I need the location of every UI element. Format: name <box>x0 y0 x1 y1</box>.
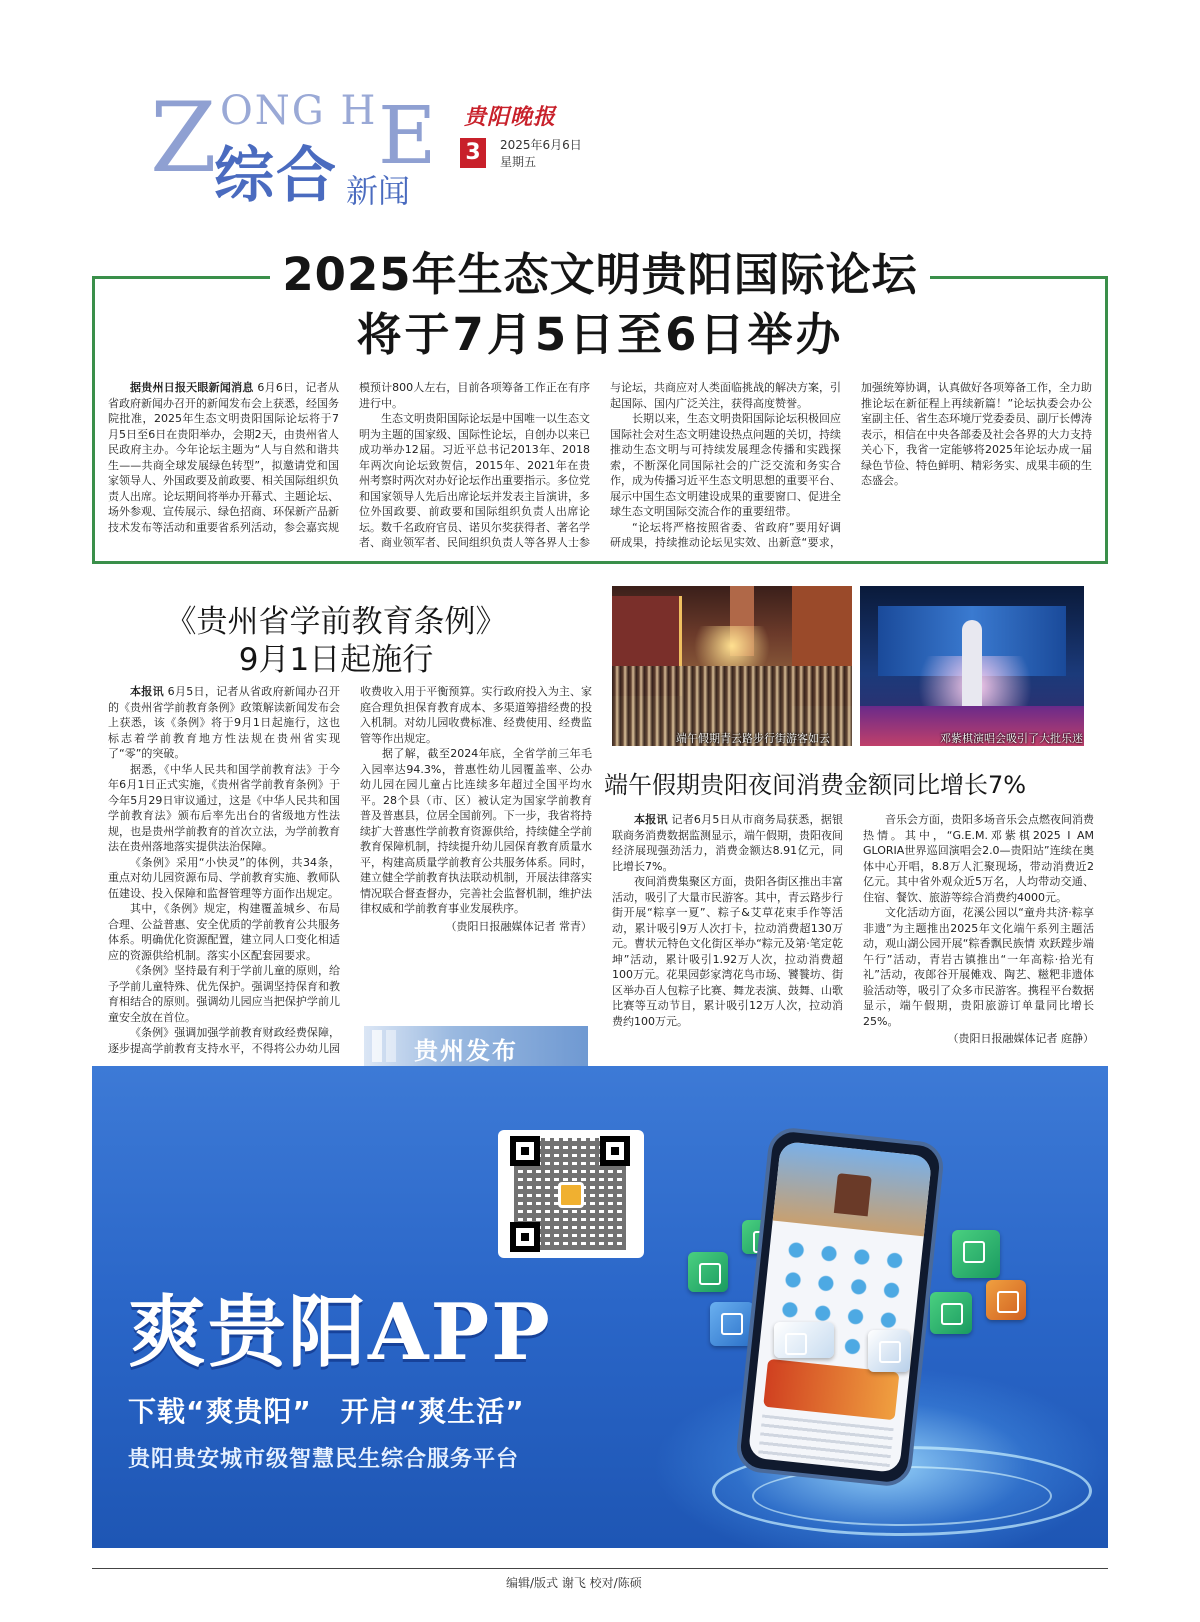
guizhou-release-banner <box>364 1026 588 1066</box>
lead-article-body <box>108 380 1092 556</box>
education-credit: （贵阳日报融媒体记者 常青） <box>445 919 592 933</box>
footer-rule <box>92 1568 1108 1569</box>
issue-weekday: 星期五 <box>500 155 537 169</box>
app-name: 爽贵阳APP <box>128 1287 552 1378</box>
home-icon <box>868 1330 910 1372</box>
qr-logo-icon <box>558 1182 584 1208</box>
phone-pavilion <box>834 1173 872 1216</box>
lead-paragraph: “论坛将严格按照省委、省政府”要用好调研成果，持续推动论坛见实效、出新意“要求，加强统筹协调，认真做好各项筹备工作，全力助推论坛在新征程上再续新篇！”论坛执委会办公室副主任、省生态环境厅党委委员、副厅长傅涛表示，相信在中央各部委及社会各界的大力支持关心下，我省一定能够将2025年论坛办成一届绿色节俭、特色鲜明、精彩务实、成果丰硕的生态盛会。 <box>610 381 1092 549</box>
qr-finder <box>510 1222 540 1252</box>
consumption-paragraph: 文化活动方面，花溪公园以“童舟共济·粽享非遗”为主题推出2025年文化端午系列主题活动，观山湖公园开展“粽香飘民族情 欢跃蹚步端午行”活动，青岩古镇推出“一年高粽·拾光有礼”活动，夜郎谷开展傩戏、陶艺、糍粑非遗体验活动等，吸引了众多市民游客。携程平台数据显示，端午假期，贵阳旅游订单量同比增长25%。 <box>863 906 1094 1028</box>
banner-label: 贵州发布 <box>414 1037 518 1065</box>
lead-headline-line1 <box>0 238 1200 303</box>
masthead-latin-e: E <box>378 89 437 182</box>
section-masthead <box>150 82 440 216</box>
education-paragraph: 《条例》坚持最有利于学前儿童的原则，给予学前儿童特殊、优先保护。强调坚持保育和教育相结合的原则。强调幼儿园应当把保护学前儿童安全放在首位。 <box>108 964 340 1024</box>
app-tile-icon <box>986 1280 1026 1320</box>
education-paragraph <box>108 684 340 762</box>
masthead-latin-z: Z <box>150 82 217 194</box>
photo-concert <box>860 586 1084 746</box>
education-paragraph: 据了解，截至2024年底，全省学前三年毛入园率达94.3%，普惠性幼儿园覆盖率、公办幼儿园在园儿童占比连续多年超过全国平均水平。28个县（市、区）被认定为国家学前教育普及普惠县，位居全国前列。下一步，我省将持续扩大普惠性学前教育资源供给，持续健全学前教育保障机制，持续提升幼儿园保育教育质量水平，构建高质量学前教育公共服务体系。同时，建立健全学前教育执法联动机制，开展法律落实情况联合督查督办，完善社会监督机制，维护法律权威和学前教育事业发展秩序。 <box>360 747 592 915</box>
education-paragraph: 据悉，《中华人民共和国学前教育法》于今年6月1日正式实施，《贵州省学前教育条例》于今年5月29日审议通过，这是《中华人民共和国学前教育法》颁布后率先出台的省级地方性法规，也是贵州学前教育的首次立法，为学前教育法在贵州落地落实提供法治保障。 <box>108 762 340 853</box>
footer-editors: 编辑/版式 谢飞 校对/陈硕 <box>506 1576 642 1590</box>
masthead-subtitle: 新闻 <box>346 172 411 210</box>
consumption-paragraph-text: 记者6月5日从市商务局获悉，据银联商务消费数据监测显示，端午假期，贵阳夜间经济展现强劲活力，消费金额达8.91亿元，同比增长7%。 <box>612 813 844 873</box>
app-tile-icon <box>930 1292 972 1334</box>
qr-finder <box>510 1136 540 1166</box>
lead-paragraph: 长期以来，生态文明贵阳国际论坛积极回应国际社会对生态文明建设热点问题的关切，持续推动生态文明与可持续发展理念传播和实践探索，不断深化同国际社会的广泛交流和务实合作，成为传播习近平生态文明思想的重要平台、展示中国生态文明建设成果的重要窗口、促进全球生态文明国际交流合作的重要纽带。 <box>610 412 841 518</box>
lead-headline-line2: 将于7月5日至6日举办 <box>356 308 844 361</box>
consumption-paragraph: 夜间消费集聚区方面，贵阳各街区推出丰富活动，吸引了大量市民游客。其中，青云路步行街开展“粽享一夏”、粽子&艾草花束手作等活动，累计吸引9万人次打卡，拉动消费超130万元。曹状元特色文化街区举办“粽元及第·笔定乾坤”活动，累计吸引1.92万人次，拉动消费超100万元。花果园彭家湾花鸟市场、饕餮坊、街区举办百人包粽子比赛、舞龙表演、鼓舞、山歌比赛等互动节目，累计吸引12万人次，拉动消费约100万元。 <box>612 875 843 1028</box>
education-headline-line2: 9月1日起施行 <box>238 642 434 678</box>
consumption-paragraph: 音乐会方面，贵阳多场音乐会点燃夜间消费热情。其中，“G.E.M.邓紫棋2025 I AM GLORIA世界巡回演唱会2.0—贵阳站”连续在奥体中心开唱，8.8万人汇聚现场，带动消费近2亿元。其中省外观众近5万名，人均带动交通、住宿、餐饮、旅游等综合消费约4000元。 <box>863 813 1094 904</box>
qr-finder <box>600 1136 630 1166</box>
app-platform: 贵阳贵安城市级智慧民生综合服务平台 <box>128 1447 520 1472</box>
phone-screen <box>748 1141 932 1473</box>
education-byline: 本报讯 <box>130 685 164 698</box>
lead-column <box>108 380 1092 556</box>
paper-logo: 贵阳晚报 <box>464 104 557 130</box>
education-headline-line1: 《贵州省学前教育条例》 <box>165 604 507 640</box>
app-slogan: 下载“爽贵阳” 开启“爽生活” <box>128 1395 525 1428</box>
photo-lights <box>682 626 782 666</box>
education-paragraph: 《条例》强调加强学前教育财政经费保障，逐步提高学前教育支持水平，不得将公办幼儿园收费收入用于平衡预算。实行政府投入为主、家庭合理负担保育教育成本、多渠道筹措经费的投入机制。对幼儿园收费标准、经费使用、经费监管等作出规定。 <box>108 685 592 1055</box>
consumption-byline: 本报讯 <box>634 813 668 826</box>
education-column <box>108 684 592 1056</box>
app-tile-icon <box>688 1252 728 1292</box>
banner-stripe <box>372 1030 382 1062</box>
consumption-column <box>612 812 1094 1056</box>
id-card-icon <box>774 1322 834 1358</box>
consumption-article-body <box>612 812 1094 1056</box>
phone-mockup <box>734 1126 945 1489</box>
photo-caption-street: 端午假期青云路步行街游客如云 <box>676 732 830 745</box>
education-article-body <box>108 684 592 1056</box>
lead-byline: 据贵州日报天眼新闻消息 <box>130 381 254 394</box>
consumption-paragraph <box>612 812 843 874</box>
education-paragraph-text: 6月5日，记者从省政府新闻办召开的《贵州省学前教育条例》政策解读新闻发布会上获悉，该《条例》将于9月1日起施行，这也标志着学前教育地方性法规在贵州省实现了“零”的突破。 <box>108 685 341 760</box>
photo-caption-concert: 邓紫棋演唱会吸引了大批乐迷 <box>940 732 1083 745</box>
issue-date: 2025年6月6日 <box>500 138 582 152</box>
education-paragraph: 《条例》采用“小快灵”的体例，共34条，重点对幼儿园资源布局、学前教育实施、教师队伍建设、投入保障和监督管理等方面作出规定。 <box>108 855 340 900</box>
education-paragraph: 其中，《条例》规定，构建覆盖城乡、布局合理、公益普惠、安全优质的学前教育公共服务体系。明确优化资源配置，建立同人口变化相适应的资源供给机制。落实小区配套园要求。 <box>108 902 340 962</box>
lead-paragraph: 生态文明贵阳国际论坛是中国唯一以生态文明为主题的国家级、国际性论坛，自创办以来已成功举办12届。习近平总书记2013年、2018年两次向论坛致贺信，2015年、2021年在贵州考察时两次对办好论坛作出重要指示。多位党和国家领导人先后出席论坛并发表主旨演讲，多位外国政要、前政要和国际组织负责人出席论坛。数千名政府官员、诺贝尔奖获得者、著名学者、商业领军者、民间组织负责人等各界人士参与论坛，共商应对人类面临挑战的解决方案，引起国际、国内广泛关注，获得高度赞誉。 <box>359 381 841 549</box>
lead-headline-text1: 2025年生态文明贵阳国际论坛 <box>270 248 929 301</box>
banner-stripe <box>386 1030 396 1062</box>
consumption-credit: （贵阳日报融媒体记者 庭静） <box>947 1032 1094 1045</box>
app-tile-icon <box>952 1230 1000 1278</box>
masthead-chinese: 综合 <box>214 141 338 211</box>
photo-pedestrian-street <box>612 586 852 746</box>
masthead-latin: ONG H <box>220 88 378 134</box>
phone-list <box>758 1414 893 1468</box>
consumption-headline: 端午假期贵阳夜间消费金额同比增长7% <box>604 771 1027 799</box>
photo-singer <box>962 620 982 710</box>
qr-code <box>498 1130 644 1258</box>
lead-paragraph-text: 6月6日，记者从省政府新闻办召开的新闻发布会上获悉，经国务院批准，2025年生态文明贵阳国际论坛将于7月5日至6日在贵阳举办，会期2天，由贵州省人民政府主办。今年论坛主题为“人与自然和谐共生——共商全球发展绿色转型”，拟邀请党和国家领导人、外国政要及前政要、相关国际组织负责人出席。论坛期间将举办开幕式、主题论坛、场外参观、宣传展示、绿色招商、环保新产品新技术发布等活动和重要省系列活动，参会嘉宾规模预计800人左右，目前各项筹备工作正在有序进行中。 <box>108 381 590 534</box>
page-number: 3 <box>460 138 486 168</box>
